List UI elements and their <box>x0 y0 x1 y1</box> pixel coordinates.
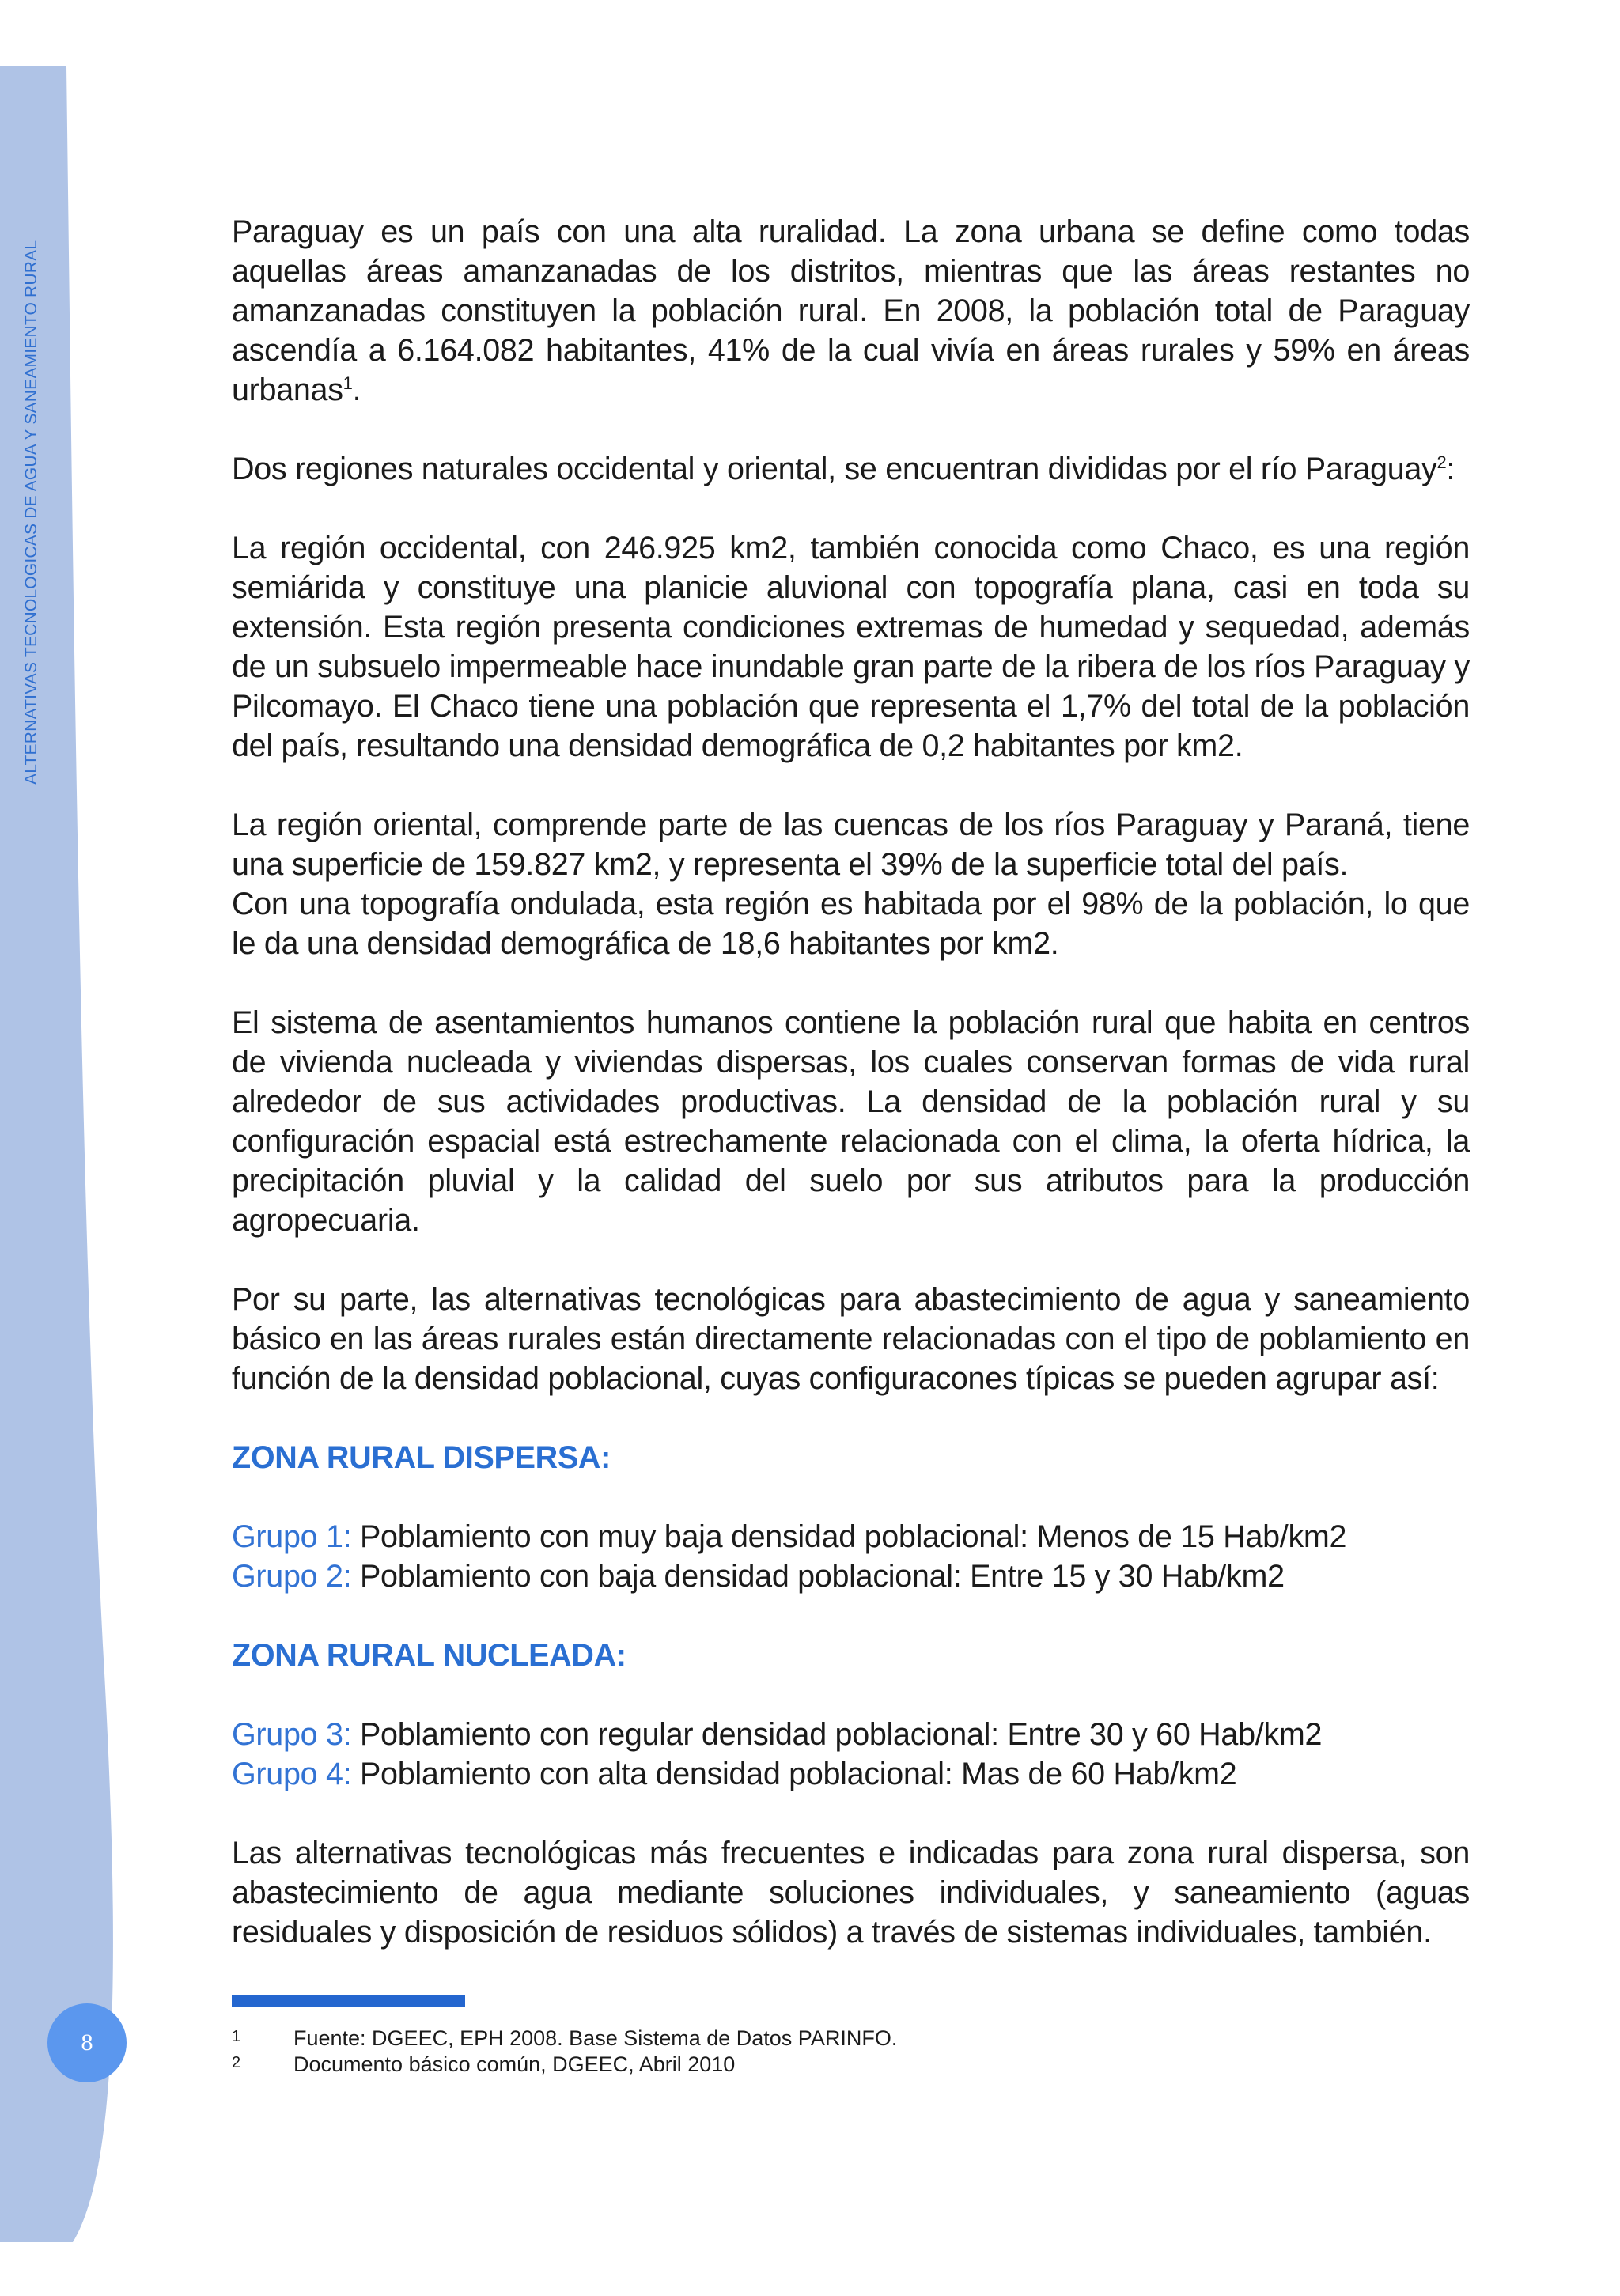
group-item <box>232 1557 1470 1596</box>
body-text <box>232 212 1470 1952</box>
paragraph-oriental-b: Con una topografía ondulada, esta región es habitada por el 98% de la población, lo que le da una densidad demográfica de 18,6 habitantes por km2. <box>232 887 1470 961</box>
group-item <box>232 1754 1470 1794</box>
running-title: ALTERNATIVAS TECNOLOGICAS DE AGUA Y SANEAMIENTO RURAL <box>22 240 40 785</box>
group-text: Poblamiento con alta densidad poblacional: Mas de 60 Hab/km2 <box>351 1757 1237 1791</box>
footnote-ref-1[interactable]: 1 <box>343 373 353 393</box>
group-label: Grupo 2: <box>232 1559 352 1594</box>
group-label: Grupo 4: <box>232 1757 352 1791</box>
group-text: Poblamiento con muy baja densidad poblacional: Menos de 15 Hab/km2 <box>351 1519 1347 1554</box>
sidebar-band-shape <box>0 0 127 2292</box>
footnote-number: 2 <box>232 2054 241 2071</box>
footnote-text: Documento básico común, DGEEC, Abril 2010 <box>293 2052 736 2076</box>
paragraph-intro: Paraguay es un país con una alta ruralidad. La zona urbana se define como todas aquellas áreas amanzanadas de los distritos, mientras que las áreas restantes no amanzanadas constituyen la población rural. En 2008, la población total de Paraguay ascendía a 6.164.082 habitantes, 41% de la cual vivía en áreas rurales y 59% en áreas urbanas$^1$. <box>232 214 1470 407</box>
footnote-item <box>232 2052 1339 2078</box>
paragraph-occidental: La región occidental, con 246.925 km2, también conocida como Chaco, es una región semiárida y constituye una planicie aluvional con topografía plana, casi en toda su extensión. Esta región presenta condiciones extremas de humedad y sequedad, además de un subsuelo impermeable hace inundable gran parte de la ribera de los ríos Paraguay y Pilcomayo. El Chaco tiene una población que representa el 1,7% del total de la población del país, resultando una densidad demográfica de 0,2 habitantes por km2. <box>232 531 1470 763</box>
paragraph-alternativas: Por su parte, las alternativas tecnológicas para abastecimiento de agua y saneamiento básico en las áreas rurales están directamente relacionadas con el tipo de poblamiento en función de la densidad poblacional, cuyas configuracones típicas se pueden agrupar así: <box>232 1282 1470 1396</box>
paragraph-asentamientos: El sistema de asentamientos humanos contiene la población rural que habita en centros de vivienda nucleada y viviendas dispersas, los cuales conservan formas de vida rural alrededor de sus actividades productivas. La densidad de la población rural y su configuración espacial está estrechamente relacionada con el clima, la oferta hídrica, la precipitación pluvial y la calidad del suelo por sus atributos para la producción agropecuaria. <box>232 1005 1470 1238</box>
paragraph-regions: Dos regiones naturales occidental y oriental, se encuentran divididas por el río Paraguay$^2$: <box>232 452 1455 486</box>
paragraph-oriental-a: La región oriental, comprende parte de las cuencas de los ríos Paraguay y Paraná, tiene una superficie de 159.827 km2, y representa el 39% de la superficie total del país. <box>232 808 1470 882</box>
footnote-item <box>232 2026 1339 2052</box>
heading-zona-nucleada: ZONA RURAL NUCLEADA: <box>232 1638 626 1673</box>
footnote-text: Fuente: DGEEC, EPH 2008. Base Sistema de Datos PARINFO. <box>293 2026 898 2050</box>
footnote-number: 1 <box>232 2028 241 2045</box>
sidebar-band <box>0 0 127 2292</box>
heading-zona-dispersa: ZONA RURAL DISPERSA: <box>232 1440 611 1475</box>
group-text: Poblamiento con regular densidad poblacional: Entre 30 y 60 Hab/km2 <box>351 1717 1323 1752</box>
group-label: Grupo 1: <box>232 1519 352 1554</box>
footnotes <box>232 2026 1339 2078</box>
footnote-ref-2[interactable]: 2 <box>1436 452 1447 472</box>
group-item <box>232 1517 1470 1557</box>
page-number: 8 <box>47 2003 127 2082</box>
paragraph-conclusion: Las alternativas tecnológicas más frecuentes e indicadas para zona rural dispersa, son abastecimiento de agua mediante soluciones individuales, y saneamiento (aguas residuales y disposición de residuos sólidos) a través de sistemas individuales, también. <box>232 1836 1470 1950</box>
group-label: Grupo 3: <box>232 1717 352 1752</box>
group-text: Poblamiento con baja densidad poblacional: Entre 15 y 30 Hab/km2 <box>351 1559 1285 1594</box>
group-item <box>232 1715 1470 1754</box>
footnote-divider <box>232 1995 465 2007</box>
